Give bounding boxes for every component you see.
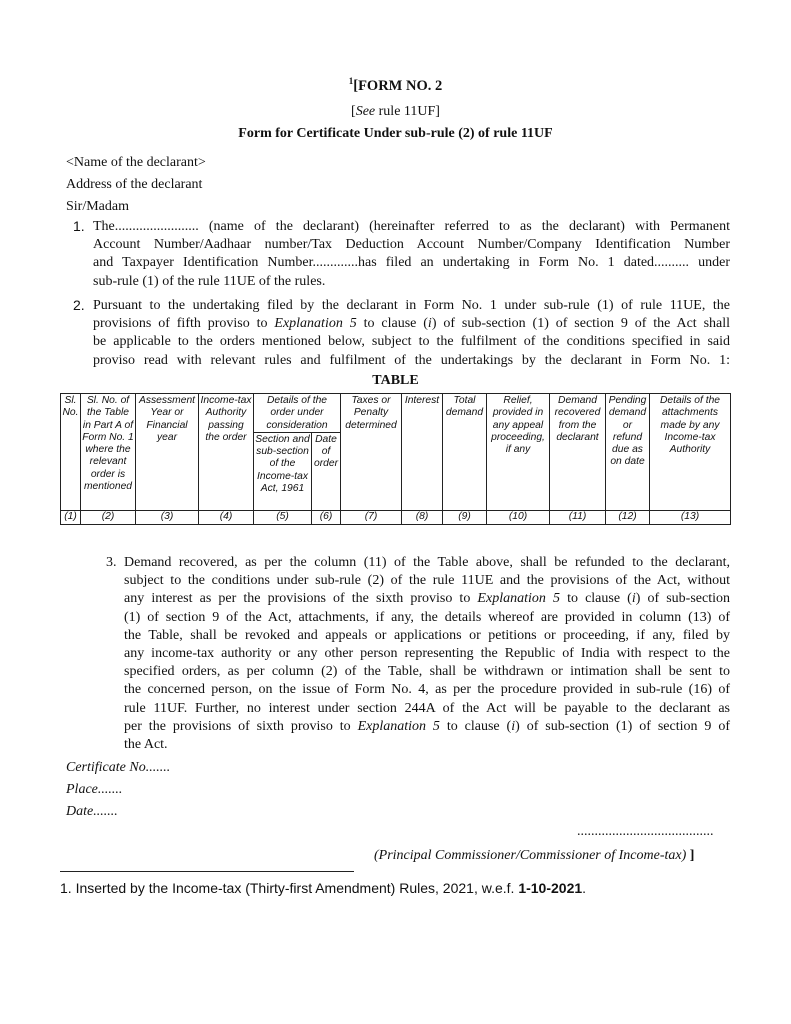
- col-number: (7): [341, 510, 402, 524]
- item-3-line: the Act.: [124, 737, 168, 753]
- header-table-sl-no: Sl. No. of the Table in Part A of Form No. 1 where the relevant order is mentioned: [81, 394, 136, 511]
- closing-bracket: ]: [689, 848, 695, 863]
- item-2-text: [93, 297, 730, 370]
- item-2-line-4: proviso read with relevant rules and fulfilment of the undertakings by the declarant in Form No. 1:: [93, 352, 730, 368]
- form-title: Form for Certificate Under sub-rule (2) of rule 11UF: [238, 126, 553, 141]
- item-2-line-3: be applicable to the orders mentioned below, subject to the fulfilment of the conditions specified in said: [93, 334, 730, 350]
- header-taxes-penalty: Taxes or Penalty determined: [341, 394, 402, 511]
- header-sl-no: Sl. No.: [61, 394, 81, 511]
- item-2-line-1: Pursuant to the undertaking filed by the declarant in Form No. 1 under sub-rule (1) of rule 11UE, the: [93, 298, 730, 313]
- col-number: (13): [650, 510, 731, 524]
- item-1-line-3: and Taxpayer Identification Number.............has filed an undertaking in Form No. 1 dated.......... under: [93, 255, 730, 271]
- item-3-line: Demand recovered, as per the column (11) of the Table above, shall be refunded to the declarant,: [124, 555, 730, 570]
- see-rule-text: rule 11UF]: [375, 104, 440, 119]
- footnote: [60, 880, 586, 896]
- declarant-address-line: Address of the declarant: [66, 177, 203, 192]
- table-caption: TABLE: [372, 373, 419, 388]
- item-3-text: [124, 554, 730, 754]
- form-number-heading: [0, 78, 791, 95]
- header-assessment-year: Assessment Year or Financial year: [136, 394, 199, 511]
- footnote-divider: [60, 871, 354, 872]
- item-3-line: the concerned person, on the issue of Form No. 4, as per the procedure provided in sub-rule (16) of: [124, 682, 730, 698]
- signatory-line: [374, 847, 694, 865]
- item-1-text: [93, 218, 730, 291]
- col-number: (8): [402, 510, 443, 524]
- item-3-line: rule 11UF. Further, no interest under section 244A of the Act will be payable to the declarant as: [124, 700, 730, 716]
- col-number: (2): [81, 510, 136, 524]
- item-3-line: subject to the conditions under sub-rule (2) of the rule 11UE and the provisions of the Act, without: [124, 573, 730, 589]
- subheader-date: Date of order: [312, 432, 341, 510]
- item-3-line: any interest as per the provisions of the sixth proviso to Explanation 5 to clause (i) of sub-section: [124, 591, 730, 607]
- item-3-line: per the provisions of sixth proviso to Explanation 5 to clause (i) of sub-section (1) of section 9 of: [124, 718, 730, 734]
- header-pending-demand: Pending demand or refund due as on date: [606, 394, 650, 511]
- header-demand-recovered: Demand recovered from the declarant: [550, 394, 606, 511]
- col-number: (6): [312, 510, 341, 524]
- item-number-2: 2.: [73, 297, 85, 313]
- footnote-text: 1. Inserted by the Income-tax (Thirty-first Amendment) Rules, 2021, w.e.f.: [60, 880, 519, 896]
- subheader-section: Section and sub-section of the Income-tax Act, 1961: [254, 432, 312, 510]
- salutation: Sir/Madam: [66, 199, 129, 214]
- col-number: (5): [254, 510, 312, 524]
- orders-table: [60, 393, 731, 525]
- form-number: [FORM NO. 2: [353, 78, 443, 94]
- col-number: (4): [199, 510, 254, 524]
- table-header-row: [61, 394, 731, 433]
- item-2-line-2: provisions of fifth proviso to Explanation 5 to clause (i) of sub-section (1) of section 9 of the Act shall: [93, 316, 731, 332]
- date-line: Date.......: [66, 804, 118, 819]
- footnote-marker: 1: [348, 76, 354, 86]
- col-number: (3): [136, 510, 199, 524]
- signatory-title: (Principal Commissioner/Commissioner of Income-tax): [374, 848, 687, 863]
- header-order-details: Details of the order under consideration: [254, 394, 341, 433]
- item-number-3: 3.: [106, 555, 117, 570]
- declarant-name-line: <Name of the declarant>: [66, 155, 206, 170]
- signature-dots: .......................................: [577, 824, 714, 839]
- header-authority: Income-tax Authority passing the order: [199, 394, 254, 511]
- item-3-line: (1) of section 9 of the Act, attachments, if any, the details whereof are provided in column (13) of: [124, 609, 730, 625]
- see-rule: [See rule 11UF]: [351, 104, 440, 119]
- item-1-line-1: The........................ (name of the declarant) (hereinafter referred to as the declarant) with Permanent: [93, 219, 730, 234]
- footnote-end: .: [582, 880, 587, 896]
- col-number: (9): [443, 510, 487, 524]
- col-number: (11): [550, 510, 606, 524]
- header-interest: Interest: [402, 394, 443, 511]
- item-3-line: any income-tax authority or any other person representing the Republic of India with respect to the: [124, 646, 730, 662]
- item-1-line-2: Account Number/Aadhaar number/Tax Deduction Account Number/Company Identification Number: [93, 237, 730, 253]
- item-3-line: specified orders, as per column (2) of the Table, shall be withdrawn or intimation shall be sent to: [124, 664, 730, 680]
- place-line: Place.......: [66, 782, 123, 797]
- item-3-line: the Table, shall be revoked and appeals or applications or petitions or proceeding, if any, filed by: [124, 627, 730, 643]
- item-1-line-4: sub-rule (1) of the rule 11UE of the rules.: [93, 273, 326, 289]
- see-word: See: [355, 104, 376, 119]
- header-attachments: Details of the attachments made by any Income-tax Authority: [650, 394, 731, 511]
- header-relief: Relief, provided in any appeal proceeding, if any: [487, 394, 550, 511]
- header-total-demand: Total demand: [443, 394, 487, 511]
- col-number: (1): [61, 510, 81, 524]
- item-number-1: 1.: [73, 218, 85, 234]
- col-number: (10): [487, 510, 550, 524]
- certificate-number: Certificate No.......: [66, 760, 171, 775]
- table-column-numbers-row: [61, 510, 731, 524]
- footnote-date: 1-10-2021: [518, 880, 583, 896]
- col-number: (12): [606, 510, 650, 524]
